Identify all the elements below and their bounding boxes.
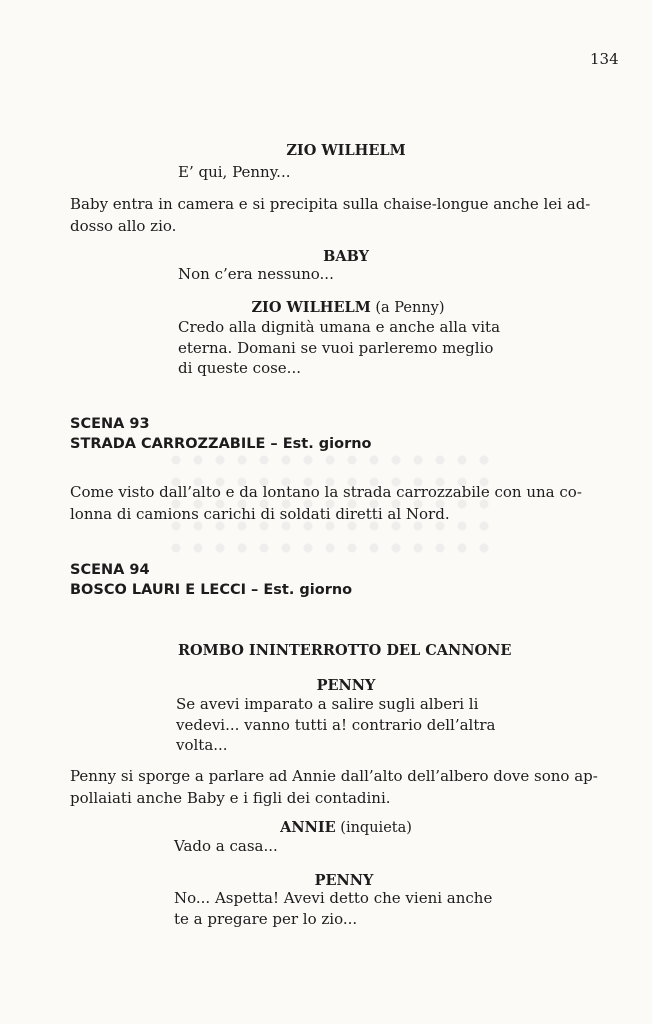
dialogue-line: Se avevi imparato a salire sugli alberi li (176, 695, 479, 713)
scene-title: STRADA CARROZZABILE – Est. giorno (70, 436, 372, 452)
scene-number: SCENA 94 (70, 562, 150, 578)
dialogue (174, 836, 519, 857)
parenthetical: (inquieta) (340, 820, 412, 836)
dialogue (178, 317, 523, 379)
dialogue-line: E’ qui, Penny... (178, 163, 291, 181)
dialogue-line: Credo alla dignità umana e anche alla vita (178, 318, 501, 336)
character-cue: BABY (323, 248, 369, 265)
dialogue-line: Non c’era nessuno... (178, 265, 334, 283)
dialogue-line: eterna. Domani se vuoi parleremo meglio (178, 338, 494, 357)
dialogue (178, 264, 518, 285)
dialogue-line: di queste cose... (178, 359, 301, 377)
character-cue: ZIO WILHELM (286, 142, 406, 159)
scene-title: BOSCO LAURI E LECCI – Est. giorno (70, 582, 353, 598)
action-paragraph (70, 193, 622, 237)
page-number: 134 (590, 50, 619, 68)
action-paragraph (70, 765, 622, 809)
action-line: Baby entra in camera e si precipita sulla chaise-longue anche lei ad- (70, 195, 591, 213)
dialogue-line: vedevi... vanno tutti a! contrario dell’altra (176, 715, 496, 734)
scene-heading (70, 414, 372, 454)
action-line: dosso allo zio. (70, 217, 177, 235)
dialogue (174, 888, 519, 929)
action-line: pollaiati anche Baby e i figli dei contadini. (70, 789, 391, 807)
action-line: Penny si sporge a parlare ad Annie dall’alto dell’albero dove sono ap- (70, 767, 598, 785)
dialogue-line: Vado a casa... (174, 837, 278, 855)
character-cue: PENNY (316, 677, 376, 694)
character-name: ZIO WILHELM (251, 299, 371, 316)
dialogue-line: te a pregare per lo zio... (174, 909, 358, 928)
character-cue-with-parenthetical (178, 299, 518, 316)
character-cue-with-parenthetical (176, 819, 516, 836)
dialogue (176, 694, 521, 756)
action-line: Come visto dall’alto e da lontano la strada carrozzabile con una co- (70, 483, 582, 501)
parenthetical: (a Penny) (375, 300, 445, 316)
action-paragraph (70, 481, 622, 525)
dialogue (178, 162, 518, 183)
character-cue: PENNY (314, 872, 374, 889)
dialogue-line: No... Aspetta! Avevi detto che vieni anche (174, 889, 493, 907)
sound-cue: ROMBO ININTERROTTO DEL CANNONE (178, 642, 512, 659)
scene-number: SCENA 93 (70, 416, 150, 432)
dialogue-line: volta... (176, 736, 228, 754)
action-line: lonna di camions carichi di soldati diretti al Nord. (70, 505, 450, 523)
scene-heading (70, 560, 352, 600)
character-name: ANNIE (280, 819, 336, 836)
